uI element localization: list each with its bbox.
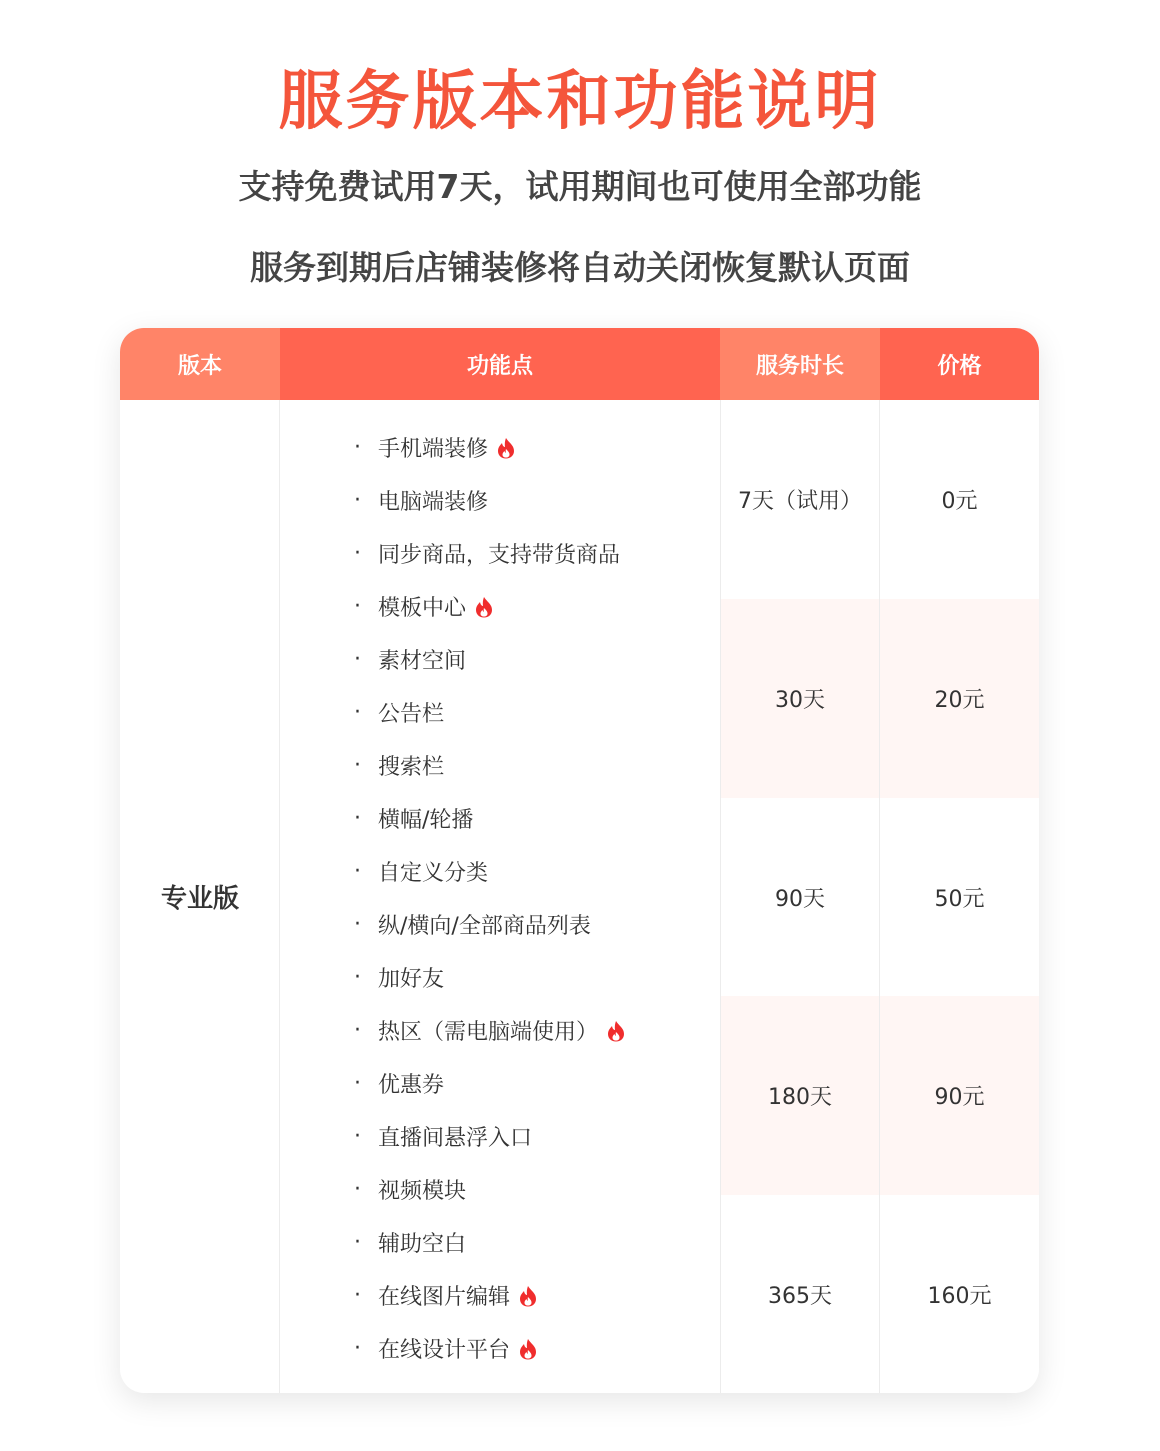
bullet-dot: ·	[354, 1336, 361, 1361]
feature-item	[354, 792, 626, 845]
feature-label: 自定义分类	[378, 861, 489, 886]
hot-flame-icon	[606, 1020, 626, 1042]
bullet-dot: ·	[354, 594, 361, 619]
header-price: 价格	[880, 328, 1039, 400]
bullet-dot: ·	[354, 700, 361, 725]
feature-label: 手机端装修	[378, 437, 489, 462]
feature-label: 同步商品，支持带货商品	[378, 543, 621, 568]
hot-flame-icon	[518, 1338, 538, 1360]
header-version: 版本	[120, 328, 280, 400]
bullet-dot: ·	[354, 1018, 361, 1043]
feature-label: 视频模块	[378, 1179, 467, 1204]
feature-label: 加好友	[378, 967, 445, 992]
feature-label: 电脑端装修	[378, 490, 489, 515]
feature-item	[354, 845, 626, 898]
tier-price: 90元	[934, 1085, 985, 1110]
tier-price: 160元	[927, 1284, 992, 1309]
column-divider	[720, 400, 721, 1393]
bullet-dot: ·	[354, 806, 361, 831]
feature-label: 横幅/轮播	[378, 808, 474, 833]
feature-label: 模板中心	[378, 596, 467, 621]
feature-item	[354, 1269, 626, 1322]
feature-item	[354, 1004, 626, 1057]
feature-item	[354, 421, 626, 474]
subtitle-expiry: 服务到期后店铺装修将自动关闭恢复默认页面	[250, 248, 910, 287]
feature-list	[354, 421, 626, 1375]
feature-item	[354, 1110, 626, 1163]
bullet-dot: ·	[354, 488, 361, 513]
bullet-dot: ·	[354, 541, 361, 566]
feature-label: 直播间悬浮入口	[378, 1126, 533, 1151]
bullet-dot: ·	[354, 859, 361, 884]
bullet-dot: ·	[354, 753, 361, 778]
feature-item	[354, 1057, 626, 1110]
column-divider	[279, 400, 280, 1393]
feature-item	[354, 1163, 626, 1216]
feature-item	[354, 951, 626, 1004]
bullet-dot: ·	[354, 647, 361, 672]
hot-flame-icon	[496, 437, 516, 459]
feature-label: 在线图片编辑	[378, 1285, 511, 1310]
tier-price: 50元	[934, 887, 985, 912]
header-features: 功能点	[280, 328, 720, 400]
feature-item	[354, 1216, 626, 1269]
bullet-dot: ·	[354, 1071, 361, 1096]
feature-item	[354, 633, 626, 686]
feature-item	[354, 1322, 626, 1375]
feature-item	[354, 474, 626, 527]
page-title: 服务版本和功能说明	[278, 65, 882, 139]
table-header	[120, 328, 1039, 400]
feature-label: 优惠券	[378, 1073, 445, 1098]
header-duration: 服务时长	[720, 328, 880, 400]
bullet-dot: ·	[354, 965, 361, 990]
feature-item	[354, 898, 626, 951]
feature-label: 公告栏	[378, 702, 445, 727]
column-divider	[879, 400, 880, 1393]
hot-flame-icon	[474, 596, 494, 618]
feature-item	[354, 739, 626, 792]
feature-label: 搜索栏	[378, 755, 445, 780]
bullet-dot: ·	[354, 435, 361, 460]
subtitle-trial: 支持免费试用7天，试用期间也可使用全部功能	[238, 167, 922, 206]
bullet-dot: ·	[354, 1283, 361, 1308]
feature-label: 纵/横向/全部商品列表	[378, 914, 591, 939]
bullet-dot: ·	[354, 1177, 361, 1202]
feature-item	[354, 580, 626, 633]
feature-label: 热区（需电脑端使用）	[378, 1020, 599, 1045]
tier-duration: 365天	[768, 1284, 832, 1309]
tier-price: 0元	[941, 489, 978, 514]
bullet-dot: ·	[354, 1230, 361, 1255]
tier-duration: 30天	[775, 688, 825, 713]
hot-flame-icon	[518, 1285, 538, 1307]
feature-label: 辅助空白	[378, 1232, 467, 1257]
version-cell: 专业版	[160, 884, 239, 914]
bullet-dot: ·	[354, 912, 361, 937]
bullet-dot: ·	[354, 1124, 361, 1149]
pricing-table	[120, 328, 1039, 1393]
tier-duration: 7天（试用）	[738, 489, 862, 514]
feature-label: 素材空间	[378, 649, 467, 674]
tier-duration: 180天	[768, 1085, 832, 1110]
feature-label: 在线设计平台	[378, 1338, 511, 1363]
feature-item	[354, 686, 626, 739]
feature-item	[354, 527, 626, 580]
tier-duration: 90天	[775, 887, 825, 912]
tier-price: 20元	[934, 688, 985, 713]
